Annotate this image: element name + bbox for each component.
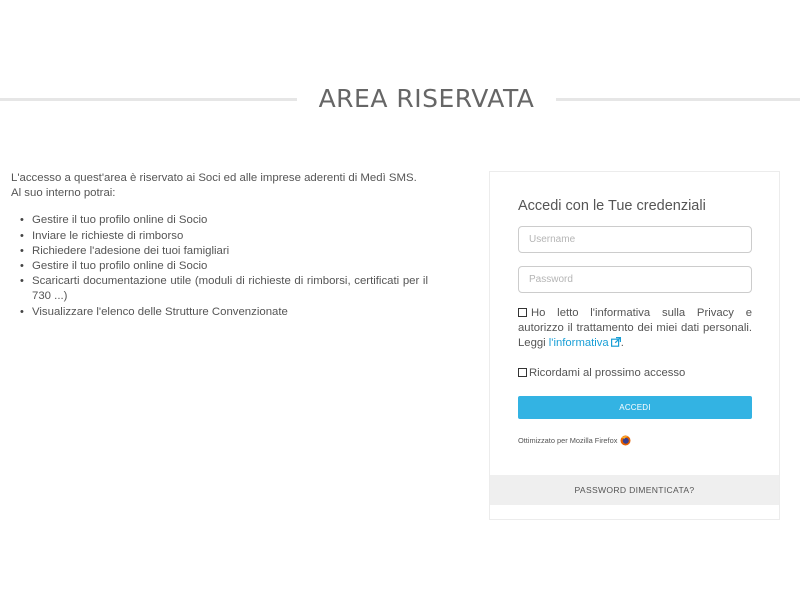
browser-note [518, 435, 631, 446]
login-title: Accedi con le Tue credenziali [518, 198, 706, 214]
list-item [11, 229, 428, 244]
privacy-link[interactable] [549, 337, 621, 349]
list-item-text: Visualizzare l'elenco delle Strutture Convenzionate [32, 305, 288, 318]
bullet-icon: • [20, 244, 24, 257]
bullet-icon: • [20, 229, 24, 242]
privacy-end: . [620, 337, 624, 350]
username-input[interactable] [518, 226, 752, 253]
password-input[interactable] [518, 266, 752, 293]
list-item-text: Gestire il tuo profilo online di Socio [32, 260, 208, 273]
browser-note-text: Ottimizzato per Mozilla Firefox [518, 436, 618, 445]
header-divider-left [0, 98, 297, 101]
list-item-text: Gestire il tuo profilo online di Socio [32, 214, 208, 227]
external-link-icon[interactable] [611, 337, 621, 347]
forgot-password-button[interactable]: PASSWORD DIMENTICATA? [490, 475, 779, 505]
bullet-icon: • [20, 260, 24, 273]
login-card [489, 171, 780, 520]
page-title: AREA RISERVATA [318, 84, 535, 113]
remember-checkbox[interactable] [518, 368, 527, 377]
page-header [0, 84, 800, 116]
remember-label[interactable]: Ricordami al prossimo accesso [529, 367, 686, 379]
list-item-text: Richiedere l'adesione dei tuoi famigliari [32, 244, 230, 257]
login-button[interactable]: ACCEDI [518, 396, 752, 419]
list-item [11, 244, 428, 259]
bullet-icon: • [20, 275, 24, 288]
list-item-text: Scaricarti documentazione utile (moduli di richieste di rimborsi, certificati per il 730 ...) [32, 275, 428, 303]
privacy-text: Ho letto l'informativa sulla Privacy e autorizzo il trattamento dei miei dati personali. Leggi [518, 307, 752, 350]
intro-section [11, 171, 428, 320]
header-divider-right [556, 98, 800, 101]
privacy-checkbox[interactable] [518, 308, 527, 317]
list-item [11, 274, 428, 304]
list-item [11, 213, 428, 228]
firefox-icon [620, 435, 631, 446]
bullet-icon: • [20, 214, 24, 227]
privacy-consent [518, 306, 752, 352]
privacy-link-text[interactable]: l'informativa [548, 337, 609, 350]
list-item [11, 259, 428, 274]
remember-me [518, 367, 685, 379]
list-item-text: Inviare le richieste di rimborso [32, 229, 184, 242]
bullet-icon: • [20, 305, 24, 318]
list-item [11, 305, 428, 320]
intro-paragraph: L'accesso a quest'area è riservato ai Soci ed alle imprese aderenti di Medì SMS. Al suo interno potrai: [11, 172, 417, 200]
features-list [11, 213, 428, 319]
